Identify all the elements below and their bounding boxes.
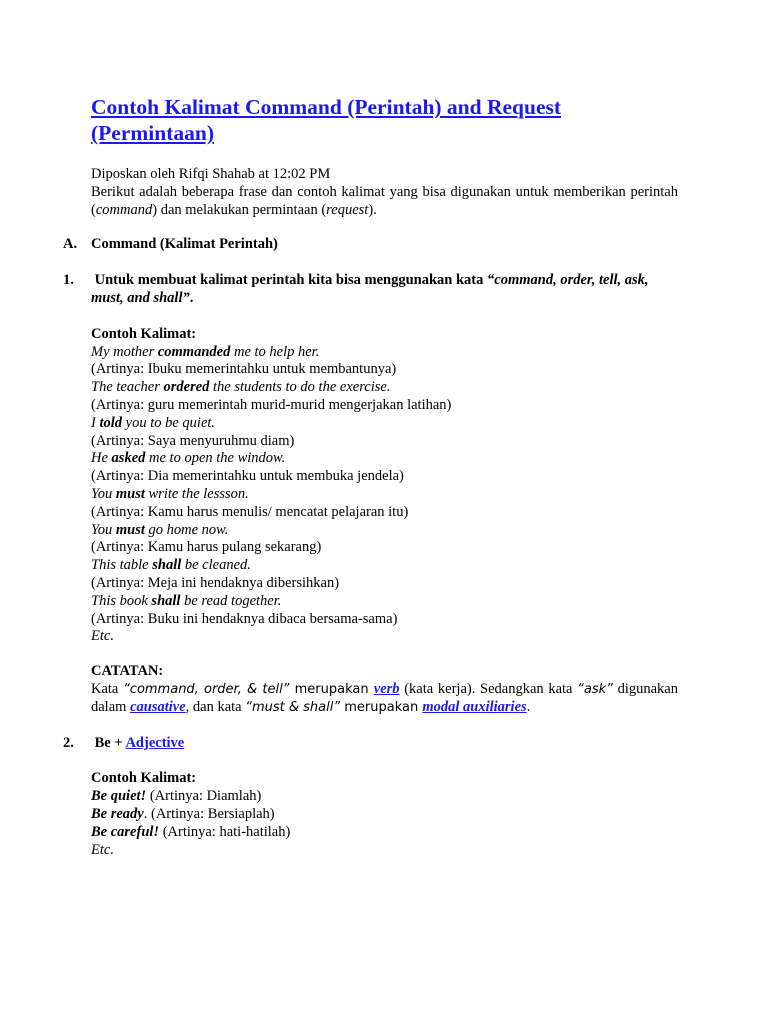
example-heading: Contoh Kalimat: (91, 325, 197, 342)
example-translation: (Artinya: Kamu harus pulang sekarang) (91, 539, 322, 556)
example-sentence: The teacher ordered the students to do the exercise. (91, 379, 391, 396)
point-1-end: . (189, 289, 194, 306)
catatan-quote: “must & shall” (245, 699, 341, 715)
example-sentence: This book shall be read together. (91, 592, 282, 609)
example-2-item: Be careful! (Artinya: hati-hatilah) (91, 823, 291, 840)
point-1-text: Untuk membuat kalimat perintah kita bisa menggunakan kata (94, 272, 488, 289)
example-translation: (Artinya: Buku ini hendaknya dibaca bersama-sama) (91, 610, 398, 627)
section-a-heading (63, 236, 678, 254)
example-2-item: Be ready. (Artinya: Bersiaplah) (91, 805, 275, 822)
intro-command-word: command (95, 201, 153, 218)
example-heading-2: Contoh Kalimat: (91, 770, 197, 787)
catatan-quote: “command, order, & tell” (123, 681, 290, 697)
modal-auxiliaries-link[interactable]: modal auxiliaries (422, 698, 527, 715)
intro-text: Berikut adalah beberapa frase dan contoh kalimat yang bisa digunakan untuk memberikan perintah ( (91, 183, 678, 218)
example-keyword: must (115, 485, 145, 502)
example-keyword: ordered (163, 379, 210, 396)
causative-link[interactable]: causative (130, 698, 186, 715)
example-keyword: shall (152, 557, 182, 574)
example-translation: (Artinya: guru memerintah murid-murid mengerjakan latihan) (91, 396, 452, 413)
example-keyword: told (99, 414, 123, 431)
example-sentence: You must write the lessson. (91, 485, 249, 502)
catatan-heading: CATATAN: (91, 663, 164, 680)
examples-list (91, 344, 678, 647)
example-translation: (Artinya: Saya menyuruhmu diam) (91, 432, 295, 449)
example-keyword: must (115, 521, 145, 538)
section-a-label: A. (63, 236, 78, 253)
post-content (63, 94, 678, 859)
example-sentence: He asked me to open the window. (91, 450, 286, 467)
post-title-link[interactable]: Contoh Kalimat Command (Perintah) and Request (Permintaan) (91, 95, 562, 145)
verb-link[interactable]: verb (373, 680, 400, 697)
example-keyword: commanded (157, 343, 231, 360)
point-2-text: Be + (94, 734, 126, 751)
example-sentence: My mother commanded me to help her. (91, 343, 320, 360)
example-sentence: This table shall be cleaned. (91, 557, 251, 574)
example-translation: (Artinya: Kamu harus menulis/ mencatat pelajaran itu) (91, 503, 409, 520)
example-translation: (Artinya: Ibuku memerintahku untuk membantunya) (91, 361, 397, 378)
example-translation: (Artinya: Dia memerintahku untuk membuka jendela) (91, 468, 404, 485)
intro-text: ). (368, 201, 377, 218)
catatan-paragraph: Kata “command, order, & tell” merupakan verb (kata kerja). Sedangkan kata “ask” digunakan dalam causative, dan kata “must & shall” merupakan modal auxiliaries. (91, 680, 678, 715)
example-translation: (Artinya: Meja ini hendaknya dibersihkan) (91, 574, 340, 591)
example-keyword: asked (111, 450, 146, 467)
intro-paragraph (91, 184, 678, 220)
post-meta: Diposkan oleh Rifqi Shahab at 12:02 PM (91, 166, 331, 182)
example-2-item: Be quiet! (Artinya: Diamlah) (91, 788, 262, 805)
point-1-heading (63, 272, 678, 308)
point-2-number: 2. (63, 734, 74, 751)
section-a-text: Command (Kalimat Perintah) (91, 236, 278, 253)
intro-text: ) dan melakukan permintaan ( (152, 201, 327, 218)
point-1-number: 1. (63, 272, 74, 289)
intro-request-word: request (326, 201, 369, 218)
example-sentence: You must go home now. (91, 521, 229, 538)
catatan-quote: “ask” (577, 681, 613, 697)
example-keyword: shall (151, 592, 181, 609)
point-1-quote: “command, order, tell, ask, must, and shall” (91, 272, 649, 306)
etc-text: Etc. (91, 628, 114, 645)
etc-text-2: Etc. (91, 841, 114, 858)
example-sentence: I told you to be quiet. (91, 414, 216, 431)
point-2-heading (63, 734, 678, 753)
adjective-link[interactable]: Adjective (125, 734, 185, 751)
